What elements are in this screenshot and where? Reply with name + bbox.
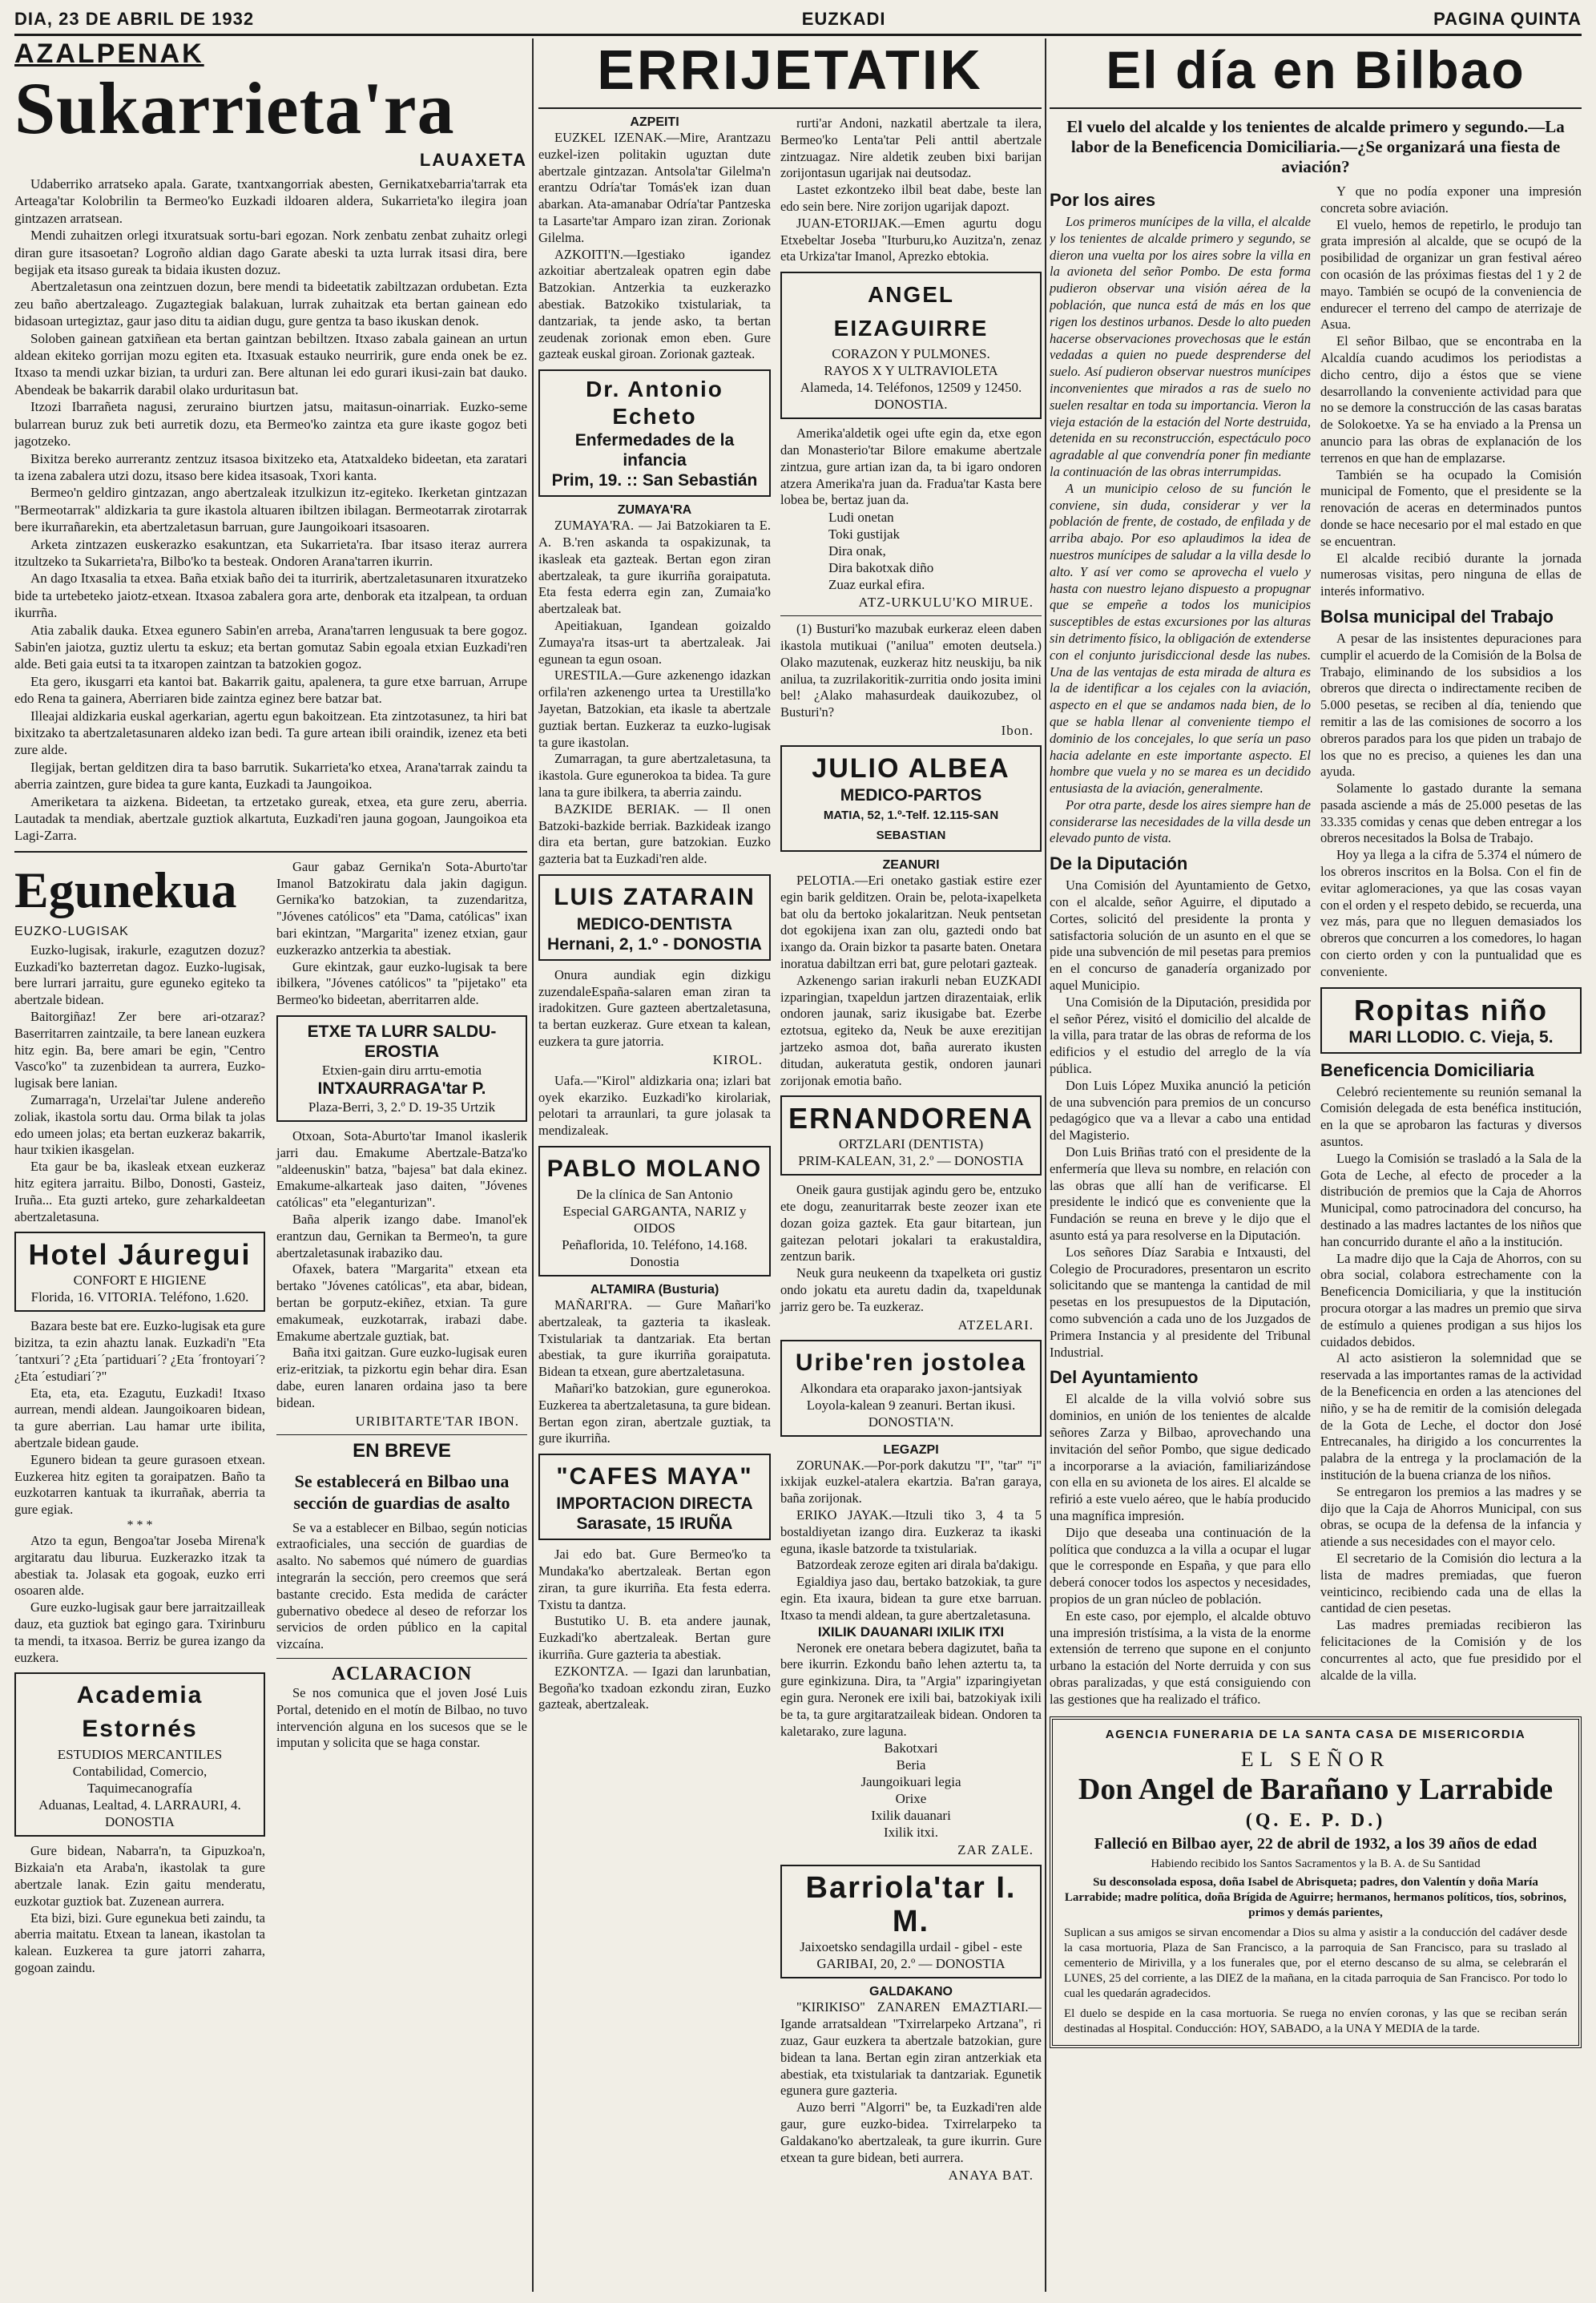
- article-paragraph: Don Luis López Muxika anunció la petición de una subvención para premios de un concurso pedagógico que va a llevar a cabo una entidad del Magisterio.: [1050, 1077, 1311, 1143]
- ad-line: Enfermedades de la infancia: [574, 431, 735, 470]
- article-paragraph: MAÑARI'RA. — Gure Mañari'ko abertzaleak, ta gazteria ta ikasleak. Txistulariak ta dantzariak. Eta bertan abestiak, ta gure ikurriña goraipatuta. Bidean ta etxean, gure abertzaletasuna.: [538, 1297, 771, 1380]
- article-paragraph: Jai edo bat. Gure Bermeo'ko ta Mundaka'ko abertzaleak. Bertan egon ziran, ta gure ikurriña. Eta festa ederra. Txistu ta dantza.: [538, 1547, 771, 1612]
- ad-name: LUIS ZATARAIN: [554, 883, 756, 910]
- ad-line: MEDICO-PARTOS: [840, 785, 982, 805]
- section-rule: [276, 1658, 527, 1659]
- section-title: EN BREVE: [353, 1439, 451, 1462]
- section-title: ACLARACION: [331, 1663, 473, 1684]
- article-paragraph: Batzordeak zeroze egiten ari dirala ba'dakigu.: [796, 1557, 1038, 1573]
- section-rule: [1050, 107, 1582, 109]
- article-paragraph: Gure ekintzak, gaur euzko-lugisak ta bere ibilkera, "Jóvenes católicos" ta "pijetako" eta Bermeo'ko bideetan, aberritarren alde.: [276, 958, 527, 1008]
- ad-uribe-jostolea: [780, 1340, 1042, 1437]
- article-paragraph: El secretario de la Comisión dio lectura a la lista de madres premiadas, que fueron veinticinco, recibiendo cada una de ellas la cantidad de cien pesetas.: [1320, 1550, 1582, 1616]
- article-paragraph: Solamente lo gastado durante la semana pasada asciende a más de 25.000 pesetas de las 33.335 comidas y cenas que deben entregar a los obreros necesitados la Bolsa de Trabajo.: [1320, 780, 1582, 846]
- ad-cafes-maya: [538, 1454, 771, 1540]
- article-paragraph: Otxoan, Sota-Aburto'tar Imanol ikaslerik jarri dau. Emakume Abertzale-Batza'ko "aldeenuskin" batza, "bajesa" bat dala ekinez. Emakume-alkarteak jaso daiten, "Jóvenes católicas" eta "eleganturizan".: [276, 1128, 527, 1211]
- ad-line: Florida, 16. VITORIA. Teléfono, 1.620.: [30, 1289, 249, 1305]
- article-subheading: Beneficencia Domiciliaria: [1320, 1059, 1534, 1080]
- section-title: ERRIJETATIK: [597, 38, 983, 101]
- article-paragraph: El alcalde de la villa volvió sobre sus dominios, en unión de los tenientes de alcalde señores Zarza y Bilbao, aprovechando una invitación del señor Pombo, que sigue dedicado a incorporarse a la aviación, familiarizándose con ella en su avioneta de los aires. El alcalde se refirió a este vuelo aéreo, que le había producido una magnífica impresión.: [1050, 1391, 1311, 1523]
- ad-line: PRIM-KALEAN, 31, 2.º — DONOSTIA: [798, 1153, 1024, 1169]
- article-signature: ATZELARI.: [957, 1317, 1034, 1333]
- article-paragraph: Amerika'aldetik ogei ufte egin da, etxe egon dan Monasterio'tar Bilore emakume abertzale zintzua, gure artian izan da, ta bi igaro ondoren atzera Amerika'ra juan da. Fradua'tar Kasta bere lobea be, bertaz juan da.: [780, 426, 1042, 508]
- article-paragraph: BAZKIDE BERIAK. — Il onen Batzoki-bazkide berriak. Bazkideak izango dira eta bertan, gure batzokian. Euzko gazteria bat ta Euzkadi'ren alde.: [538, 801, 771, 867]
- ad-line: RAYOS X Y ULTRAVIOLETA: [824, 363, 998, 379]
- ad-line: Etxien-gain diru arrtu-emotia: [321, 1063, 482, 1079]
- article-paragraph: Dijo que deseaba una continuación de la política que conduzca a la villa a ocupar el lugar que le corresponde en España, y que para ello deberá conocer todos los aspectos y necesidades, propios de un gran núcleo de población.: [1050, 1524, 1311, 1607]
- town-heading: GALDAKANO: [869, 1985, 953, 1999]
- ad-academia-estornes: [14, 1672, 265, 1837]
- article-paragraph: Bixitza bereko aurrerantz zentzuz itsasoa bixitzeko eta, Atatxaldeko bideetan, eta zaratari ta izena zabalera utzi dozu, itsaso bere kidea itsasoak, Txori kanta.: [14, 450, 527, 483]
- article-paragraph: Neuk gura neukeenn da txapelketa ori gustiz ondo jokatu eta auretu dadin da, txapeldunak jarriz gero be. Ta euzkeraz.: [780, 1265, 1042, 1314]
- article-paragraph: Baña itxi gaitzan. Gure euzko-lugisak euren eriz-eritziak, ta pizkortu egin behar dira. Esan dabe, euren lanaren ordaina jaso ta bere bidean.: [276, 1345, 527, 1410]
- article-paragraph: Onura aundiak egin dizkigu zuzendaleEspaña-salaren eman ziran ta iradokitzen. Gure gazteen abertzaletasuna, ta bertan euzkeraz. Gure etxean ta kalean, euzkera ta gure jatorria.: [538, 966, 771, 1050]
- funeral-sacraments: Habiendo recibido los Santos Sacramentos y la B. A. de Su Santidad: [1151, 1857, 1481, 1870]
- ad-line: Aduanas, Lealtad, 4. LARRAURI, 4. DONOSTIA: [38, 1797, 241, 1830]
- article-paragraph: (1) Busturi'ko mazubak eurkeraz eleen daben ikastola mutikuai ("anilua" emoten deutsela.) Olako mazutenak, euzkeraz hitz neuskiju, ba nik anilua, ta zuzrilakoritik-zurritia ondo josita imini bel! ¿Alako mahasurdeak dauikozubez, ol Busturi'n?: [780, 621, 1042, 720]
- funeral-date: Falleció en Bilbao ayer, 22 de abril de 1932, a los 39 años de edad: [1094, 1834, 1538, 1853]
- article-paragraph: Los señores Díaz Sarabia e Intxausti, del Colegio de Procuradores, presentaron un escrito solicitando que se mantenga la cantidad de mil pesetas en los presupuestos de la Diputación, como subvención a cada uno de los Juzgados de Primera Instancia y al presidente del Tribunal Industrial.: [1050, 1244, 1311, 1360]
- ad-line: Prim, 19. :: San Sebastián: [551, 471, 758, 490]
- article-paragraph: Y que no podía exponer una impresión concreta sobre aviación.: [1320, 184, 1582, 216]
- ad-line: Hernani, 2, 1.º - DONOSTIA: [547, 934, 762, 954]
- town-heading: ZUMAYA'RA: [617, 503, 692, 518]
- article-paragraph: Don Luis Briñas trató con el presidente de la enfermería que lleva su nombre, en relación con las obras que allí han de verificarse. El presidente le indicó que es conveniente que la Fundación se reuna en breve y le dijo que el asunto está ya para resolverse en la Diputación.: [1050, 1144, 1311, 1244]
- article-paragraph: ZUMAYA'RA. — Jai Batzokiaren ta E. A. B.'ren askanda ta ospakizunak, ta ikasleak eta gazteak. Bertan egon ziran abertzaleak, ta gure ikurriña goraipatuta. Eta festa ederra egin zan, Zumaia'ko abertzaleak bat.: [538, 518, 771, 617]
- ad-name: Academia Estornés: [76, 1682, 204, 1743]
- ad-line: CONFORT E HIGIENE: [73, 1272, 207, 1289]
- column-divider: [532, 38, 534, 2292]
- article-paragraph: Las madres premiadas recibieron las felicitaciones de la Comisión y de los concurrentes al acto, que fue presidido por el alcalde de la villa.: [1320, 1617, 1582, 1683]
- article-signature: KIROL.: [712, 1051, 763, 1067]
- article-paragraph: Atzo ta egun, Bengoa'tar Joseba Mirena'k argitaratu dau liburua. Euzkerazko itzak ta abestiak ta. Jolasak eta gogoak, euzko erri osoaren alde.: [14, 1532, 265, 1599]
- article-paragraph: La madre dijo que la Caja de Ahorros, con su obra social, colabora estrechamente con la Beneficencia Domiciliaria, y que la institución procura otorgar a las madres un premio que sirva de estímulo a quienes prodigan a sus hijos los cuidados debidos.: [1320, 1250, 1582, 1349]
- article-headline: Sukarrieta'ra: [14, 67, 455, 149]
- column-errijetatik: [538, 38, 1042, 2292]
- ad-line: Sarasate, 15 IRUÑA: [576, 1514, 733, 1534]
- verse-line: Zuaz eurkal efira.: [828, 577, 925, 593]
- ad-line: ESTUDIOS MERCANTILES: [57, 1747, 223, 1763]
- folio-date: DIA, 23 DE ABRIL DE 1932: [14, 9, 255, 29]
- article-paragraph: Atia zabalik dauka. Etxea egunero Sabin'en arreba, Arana'tarren lengusuak ta bere gogoz. Sabin'en jaiotza, guztiz ulertu ta eskuz; eta bertan gomutaz Sabin egoala etxian Euzkadi'ren alde. Beti gaia eutsi ta ta itxaropen zaintzan ta batzokien gogoz.: [14, 622, 527, 672]
- town-heading: AZPEITI: [630, 115, 679, 129]
- verse-line: Ixilik itxi.: [883, 1825, 938, 1841]
- article-paragraph: Al acto asistieron la solemnidad que se reservada a las importantes ramas de la actividad de la Beneficencia en orden a las atenciones del niño, y se ha de remitir de la comisión delegada de la Gota de Leche, el doctor don José Entrecanales, ha dirigido a los concurrentes la palabra de la entrega y la proclamación de la institución de la buena crianza de los niños.: [1320, 1350, 1582, 1482]
- article-paragraph: "KIRIKISO" ZANAREN EMAZTIARI.—Igande arratsaldean "Txirrelarpeko Artzana", ri zuaz, Gaur euzkera ta abertzale batzokian, gure bidean ta lana. Bertan egin ziran antzerkiak eta abestiak, eta txistulariak ta dantzariak. Egunetik egunera gure gazteria.: [780, 1999, 1042, 2099]
- article-paragraph: Celebró recientemente su reunión semanal la Comisión delegada de esta benéfica institución, en la que se aprobaron las facturas y diversos asuntos.: [1320, 1083, 1582, 1150]
- funeral-request: Suplican a sus amigos se sirvan encomendar a Dios su alma y asistir a la conducción del cadáver desde la casa mortuoria, Plaza de San Francisco, a la parroquia de San Francisco, para su traslado al cementerio de Mirivilla, y a los funerales que, por el eterno descanso de su alma, se celebrarán el LUNES, 25 del corriente, a las DIEZ de la mañana, en la citada parroquia de San Francisco. Por todo lo cual les quedarán agradecidos.: [1064, 1926, 1567, 2000]
- ad-name: Uribe'ren jostolea: [795, 1349, 1027, 1376]
- article-paragraph: JUAN-ETORIJAK.—Emen agurtu dogu Etxebeltar Joseba "Iturburu,ko Auzitza'n, zenaz eta Urkiza'tar Imanol, Aprezko ebtokia.: [780, 215, 1042, 264]
- article-signature: ATZ-URKULU'KO MIRUE.: [858, 595, 1034, 611]
- folio-masthead: EUZKADI: [801, 9, 886, 29]
- article-paragraph: El señor Bilbao, que se encontraba en la Alcaldía cuando acudimos los periodistas a dicho centro, dijo a éstos que se viene desarrollando la conveniente actividad para que no se demore la construcción de las casas baratas de Solokoetxe. Ya se ha enviado a la Prensa un anuncio para las obras de explanación de los terrenos en que han de emplazarse.: [1320, 333, 1582, 466]
- funeral-notice: [1050, 1716, 1582, 2048]
- town-heading: ZEANURI: [882, 857, 940, 872]
- article-paragraph: Eta bizi, bizi. Gure egunekua beti zaindu, ta aberria maitatu. Etxean ta lanean, ikastolan ta kalean. Euzkerea ta gure jatorri zaharra, gogoan zaindu.: [14, 1910, 265, 1975]
- article-paragraph: Zumarraga'n, Urzelai'tar Julene andereño zoliak, ikastola sortu dau. Orma bilak ta jolas edo umeen jolas; eta bertan euzkeraz bakarrik, haur txikien ikasgelan.: [14, 1092, 265, 1158]
- ad-line: Alameda, 14. Teléfonos, 12509 y 12450. DONOSTIA.: [800, 380, 1022, 413]
- article-paragraph: Los primeros munícipes de la villa, el alcalde y los tenientes de alcalde primero y segundo, se dieron una vuelta por los aires sobre la villa en la avioneta del señor Pombo. De esta forma pudieron observar una visión aérea de la población, que nunca está de más en los que rigen los destinos urbanos. Desde lo alto pueden hacerse observaciones provechosas que le están vedadas a quien no puede desprenderse del suelo. Así pudieron observar nuestros munícipes inconvenientes que mirados a ras de suelo no suelen resaltar en toda su importancia. Vieron la vieja estación de la estación del Norte destruida, detenida en su reconstrucción, espectáculo poco agradable al que convendría poner fin mediante la continuación de las obras interrumpidas.: [1050, 214, 1311, 479]
- funeral-agency: AGENCIA FUNERARIA DE LA SANTA CASA DE MISERICORDIA: [1105, 1727, 1526, 1741]
- article-paragraph: Una Comisión del Ayuntamiento de Getxo, con el alcalde, señor Aguirre, el diputado a Cortes, solicitó del presidente la pronta y satisfactoria solución de un asunto en el que se pide una subvención de mil pesetas para premios en el concurso de ganadería organizado por aquel Municipio.: [1050, 877, 1311, 994]
- column-el-dia-en-bilbao: [1050, 38, 1582, 2292]
- column-divider: [1045, 38, 1046, 2292]
- ad-line: Especial GARGANTA, NARIZ y OIDOS: [562, 1204, 747, 1236]
- article-paragraph: Se entregaron los premios a las madres y se dijo que la Caja de Ahorros Municipal, con sus obras, se ocupa de la defensa de la infancia y atiende a sus necesidades con el mayor celo.: [1320, 1483, 1582, 1550]
- ad-name: "CAFES MAYA": [556, 1463, 753, 1490]
- article-paragraph: Baña alperik izango dabe. Imanol'ek erantzun dau, Gernikan ta Bermeo'n, ta gure abertzaletasunak irabaziko dau.: [276, 1212, 527, 1260]
- article-paragraph: Illeajai aldizkaria euskal agerkarian, agertu egun bakoitzean. Eta zintzotasunez, ta hiri bat bixitzako ta abertzaletasunaren aldeko izan bedi. Ta gure artean ibili oraindik, izenez eta beti zure alde.: [14, 708, 527, 758]
- ad-angel-eizaguirre: [780, 272, 1042, 419]
- ad-line: Alkondara eta oraparako jaxon-jantsiyak Loyola-kalean 9 zeanuri. Bertan ikusi.: [800, 1380, 1022, 1413]
- article-paragraph: Euzko-lugisak, irakurle, ezagutzen dozuz? Euzkadi'ko bazterretan dagoz. Euzko-lugisak, bere lurrari jarraitu, gure eguneko egiteko ta abertzale bidean.: [14, 942, 265, 1008]
- errijetatik-right-column: [780, 115, 1042, 2188]
- article-paragraph: También se ha ocupado la Comisión municipal de Fomento, que el presidente se la renovación de aceras en determinados puntos donde se hace necesario por el mal estado en que se encuentran.: [1320, 466, 1582, 549]
- folio-page-number: PAGINA QUINTA: [1433, 9, 1582, 29]
- article-paragraph: Azkenengo sarian irakurli neban EUZKADI izparingian, txapeldun jartzen dirazentaiak, erlik ondoren jaunak, sariz ikusigabe bat. Ezerbe eztotsua, egiteko da, Neuk be auxe erezitijan jartzeko asmoa dot, baña aurerato ikusten ditudan, aukeratuta gestik, ondoren jaunari zorijonak emotia baño.: [780, 972, 1042, 1088]
- ad-line: Plaza-Berri, 3, 2.º D. 19-35 Urtzik: [308, 1099, 496, 1115]
- article-subheading: Por los aires: [1050, 190, 1156, 210]
- article-paragraph: Arketa zintzazen euskerazko esakuntzan, eta Sukarrieta'ra. Ibar itsaso iteraz aurrera itzultzeko ta Sukarrieta'ra, Bilbo'ko ta besteak. Ondoren Arana'tarren ikurrin.: [14, 536, 527, 569]
- town-heading: LEGAZPI: [883, 1442, 939, 1457]
- funeral-family: Su desconsolada esposa, doña Isabel de Abrisqueta; padres, don Valentín y doña María Larrabide; madre política, doña Brígida de Aguirre; hermanos, hermanos políticos, tíos, sobrinos, primos y demás parientes,: [1064, 1875, 1567, 1919]
- article-paragraph: rurti'ar Andoni, nazkatil abertzale ta ilera, Bermeo'ko Lenta'tar Peli anttil abertzale zintzuagaz. Nire aldetik zeuben bixi barijan zorijontasun ugarijak nai deutsodaz.: [780, 115, 1042, 181]
- verse-line: Orixe: [895, 1791, 927, 1807]
- ad-luis-zatarain: [538, 874, 771, 961]
- article-paragraph: El vuelo, hemos de repetirlo, le produjo tan grata impresión al alcalde, que se ocupó de la posibilidad de organizar un gran festival aéreo con ocasión de las próximas fiestas del 1 y 2 de mayo. También se ocupó de la conveniencia de endurecer el terreno del campo de aterrizaje de Asua.: [1320, 216, 1582, 333]
- article-subheading: Del Ayuntamiento: [1050, 1367, 1199, 1388]
- town-heading: ALTAMIRA (Busturia): [590, 1283, 719, 1297]
- errijetatik-left-column: [538, 115, 771, 2188]
- article-paragraph: Gure euzko-lugisak gaur bere jarraitzailleak dauz, eta guztiok bat egingo gara. Txirinburu ta mendi, ta itxasoa. Berriz be gurea izango da euzkera.: [14, 1599, 265, 1665]
- article-paragraph: Se va a establecer en Bilbao, según noticias extraoficiales, una sección de guardias de asalto. No sabemos qué número de guardias integrarán la sección, pero creemos que será bastante crecido. Esta medida de carácter gubernativo obedece al deseo de reforzar los servicios de orden público en la capital vizcaína.: [276, 1519, 527, 1652]
- funeral-footnote: El duelo se despide en la casa mortuoria. Se ruega no envíen coronas, y las que se reciban serán destinadas al Hospital. Conducción: HOY, SABADO, a la UNA Y MEDIA de la tarde.: [1064, 2007, 1567, 2035]
- article-paragraph: Baitorgiñaz! Zer bere ari-otzaraz? Baserritarren zaintzaile, ta bere lanean euzkera hitz egin. Ba, bere amari be egin, "Centro Vasco'ko" ta zuzenbidean ta aurrera, Euzko-lugisak bere lanian.: [14, 1009, 265, 1091]
- article-paragraph: Eta gero, ikusgarri eta kantoi bat. Bakarrik gaitu, apalenera, ta gure etxe barruan, Arrupe edo Rena ta gainera, Aberriaren bide zaintza eginez bere batzar bat.: [14, 673, 527, 707]
- funeral-rip: (Q. E. P. D.): [1245, 1809, 1386, 1831]
- ad-julio-albea: [780, 745, 1042, 852]
- verse-line: Beria: [896, 1757, 926, 1773]
- ad-name: PABLO MOLANO: [546, 1156, 763, 1183]
- article-paragraph: Ofaxek, batera "Margarita" etxean eta bertako "Jóvenes católicas", eta abar, bidean, bertan be gorputz-ekiñez, etxian. Ta gure emakumeak, euzkotarrak, irabazi dabe. Emakume abertzale guztiak, bat.: [276, 1261, 527, 1344]
- ad-name: JULIO ALBEA: [812, 752, 1010, 784]
- article-paragraph: A pesar de las insistentes depuraciones para cumplir el acuerdo de la Comisión de la Bolsa de Trabajo, eliminando de los subsidios a los obreros que directa o indirectamente reciben de 5.000 pesetas, se reciben al día, teniendo que remitir a las de las comisiones de socorro a los obreros parados para los que piden un trabajo de los que no es preciso, a quienes les dan una ayuda.: [1320, 630, 1582, 780]
- ad-name: Barriola'tar I. M.: [805, 1871, 1017, 1939]
- ad-line: De la clínica de San Antonio: [576, 1187, 733, 1203]
- section-title: Egunekua: [14, 861, 237, 918]
- article-byline: LAUAXETA: [419, 150, 527, 170]
- column-azalpenak: [14, 38, 527, 2292]
- ad-ernandorena: [780, 1095, 1042, 1176]
- article-paragraph: El alcalde recibió durante la jornada numerosas visitas, pero ninguna de ellas de interés informativo.: [1320, 550, 1582, 599]
- bilbao-right-column: [1320, 184, 1582, 1708]
- article-paragraph: En este caso, por ejemplo, el alcalde obtuvo una impresión tristísima, a la vista de la enorme extensión de terreno que supone en el conjunto urbano la estación del Norte derruida y con sus obras paralizadas, y que está consiguiendo con las gestiones que ha realizado el tráfico.: [1050, 1607, 1311, 1707]
- ad-line: DONOSTIA'N.: [868, 1414, 954, 1430]
- article-paragraph: Eta gaur be ba, ikasleak etxean euzkeraz hitz egitera jarraitu. Bilbo, Donosti, Gasteiz, Iruña... Eta guzti arteko, gure zeharkaldeetan abertzaletasuna.: [14, 1159, 265, 1224]
- article-paragraph: Hoy ya llega a la cifra de 5.374 el número de los obreros inscritos en la Bolsa. Con el fin de evitar aglomeraciones, ya que las cosas vayan con el orden y el respeto debido, se recuerda, una vez más, para que no lleguen demasiados los obreros que concurren a los comedores, lo hagan con cierto orden y con la puntualidad que es conveniente.: [1320, 847, 1582, 979]
- article-paragraph: Lastet ezkontzeko ilbil beat dabe, beste lan edo sein bere. Nire zorijon ugarijak dapozt.: [780, 182, 1042, 214]
- article-paragraph: Ameriketara ta aizkena. Bideetan, ta ertzetako gureak, etxea, eta gure zeru, aberria. Lautadak ta mendiak, abertzale guztiok alkartuta, Euzkadi'ren jauna gogoan, Jaungoikoa eta Lagi-Zarra.: [14, 793, 527, 844]
- bilbao-body: [1050, 184, 1582, 1708]
- ad-line: MEDICO-DENTISTA: [576, 914, 733, 934]
- ad-name: ERNANDORENA: [788, 1102, 1034, 1135]
- ad-pablo-molano: [538, 1146, 771, 1277]
- article-paragraph: URESTILA.—Gure azkenengo idazkan orfila'ren azkenengo urtea ta Urestilla'ko Jayetan, Batzokian, eta ikasle ta abertzale guztiak bertan. Euzkeraz ta euzko-lugisak ta gure ikastolan.: [538, 668, 771, 750]
- article-headline: Se establecerá en Bilbao una sección de guardias de asalto: [293, 1470, 510, 1513]
- section-rule: [780, 615, 1042, 616]
- article-paragraph: Oneik gaura gustijak agindu gero be, entzuko ete dogu, zeanuritarrak beste zeozer ixan ete dozan goiza gaztek. Eta gaur bitartean, jun gaitezan pelotari jokalari ta erakustaldira, zentzun barik.: [780, 1182, 1042, 1264]
- section-kicker: AZALPENAK: [14, 38, 204, 69]
- article-subheading: Bolsa municipal del Trabajo: [1320, 606, 1554, 627]
- article-paragraph: Por otra parte, desde los aires siempre han de considerarse las necesidades de la villa desde un elevado punto de vista.: [1050, 797, 1311, 846]
- article-subheading: De la Diputación: [1050, 853, 1188, 874]
- verse-list: [780, 1740, 1042, 1841]
- verse-line: Toki gustijak: [828, 526, 900, 542]
- section-separator: * * *: [127, 1518, 153, 1532]
- verse-line: Bakotxari: [884, 1740, 938, 1756]
- article-signature: ZAR ZALE.: [957, 1842, 1034, 1858]
- errijetatik-body: [538, 115, 1042, 2188]
- ad-line: MATIA, 52, 1.º-Telf. 12.115-SAN SEBASTIAN: [823, 808, 999, 842]
- ad-name: ETXE TA LURR SALDU-EROSTIA: [307, 1022, 497, 1062]
- section-rule: [276, 1434, 527, 1435]
- article-paragraph: Bermeo'n geldiro gintzazan, ango abertzaleak itzulkizun itz-egiteko. Ikerketan gintzazan "Bermeotarrak" aldizkaria ta gure ikastola altuaren ibiltzen ibilagan. Bermeotarrak zirotarrak bere ikurrañarekin, eta abertzaletasun barruan, gure Jaungoikoari itsasoaren.: [14, 485, 527, 535]
- article-deck: El vuelo del alcalde y los tenientes de alcalde primero y segundo.—La labor de la Beneficencia Domiciliaria.—¿Se organizará una fiesta de aviación?: [1066, 117, 1565, 176]
- article-paragraph: Se nos comunica que el joven José Luis Portal, detenido en el motín de Bilbao, no tuvo intervención alguna en los sucesos que se le imputan y solicita que se haga constar.: [276, 1684, 527, 1751]
- ad-etxe-lurr: [276, 1015, 527, 1122]
- article-subheading: IXILIK DAUANARI IXILIK ITXI: [817, 1623, 1005, 1640]
- article-paragraph: An dago Itxasalia ta etxea. Baña etxiak baño dei ta iturririk, abertzaletasunaren itxuratzeko bide ta urtebeteko jaiotz-etxean. Itxasoa zabalera gora arte, denborak eta itzalpean, ta orduan ikurrña.: [14, 571, 527, 621]
- section-rule: [538, 107, 1042, 109]
- ad-line: Peñaflorida, 10. Teléfono, 14.168. Donostia: [562, 1237, 748, 1270]
- article-signature: URIBITARTE'TAR IBON.: [355, 1413, 519, 1429]
- ad-barriola: [780, 1865, 1042, 1978]
- article-signature: ANAYA BAT.: [948, 2168, 1034, 2184]
- article-paragraph: Luego la Comisión se trasladó a la Sala de la Gota de Leche, al efecto de proceder a la distribución de premios que la Caja de Ahorros Municipal, como patrocinadora del concurso, ha destinado a las madres lactantes de los niños que han concurrido durante el año a la institución.: [1320, 1150, 1582, 1249]
- ad-name: Dr. Antonio Echeto: [586, 377, 723, 430]
- ad-name: ANGEL EIZAGUIRRE: [833, 282, 989, 341]
- article-paragraph: Bustutiko U. B. eta andere jaunak, Euzkadi'ko abertzaleak. Bertan gure ikurriña. Gure gazteria ta abestiak.: [538, 1613, 771, 1663]
- article-paragraph: PELOTIA.—Eri onetako gastiak estire ezer egin barik gelditzen. Orain be, pelota-ixapelketa bat olu da bertoko jokalaritzan. Neuk pentsetan dot egokijena ixan zan olu, gaztedi ondo bat ixango da. Orain bizkor ta pasarte baten. Onetara inoratua dabiltzan erri bat, gure pelotari gazteak.: [780, 872, 1042, 971]
- egunekua-section: [14, 859, 527, 1977]
- ad-line: GARIBAI, 20, 2.º — DONOSTIA: [816, 1956, 1006, 1972]
- ad-line: ORTZLARI (DENTISTA): [838, 1136, 984, 1152]
- ad-line: Jaixoetsko sendagilla urdail - gibel - este: [800, 1939, 1022, 1955]
- article-paragraph: Eta, eta, eta. Ezagutu, Euzkadi! Itxaso aurrean, mendi aldean. Jaungoikoaren bidean, ta gure aberrian. Lau hamar urte ibilita, abertzale bidean gaude.: [14, 1385, 265, 1450]
- article-paragraph: Ilegijak, bertan gelditzen dira ta baso barrutik. Sukarrieta'ko etxea, Arana'tarrak zaindu ta aberria zaintzen, gure bidea ta gure kanta, Euzkadi ta Jaungoikoa.: [14, 759, 527, 793]
- bilbao-left-column: [1050, 184, 1311, 1708]
- article-paragraph: Mendi zuhaitzen orlegi itxuratsuak sortu-bari egozan. Nork zenbatu zenbat zuhaitz orlegi diran gure itsasoetan? Logroño aldian dago Garate abeski ta uzta lurrak itsasi dira, bere begijak eta itsaso gureak ta bidaia ikusten dozuz.: [14, 228, 527, 278]
- article-paragraph: Uafa.—"Kirol" aldizkaria ona; izlari bat oyek ekarziko. Euzkadi'ko kirolariak, pelotari ta arraunlari, ta gure jolasak ta mendizaleak.: [538, 1072, 771, 1139]
- article-paragraph: Itzozi Ibarrañeta nagusi, zeruraino biurtzen jatsu, maitasun-oinarriak. Euzko-seme bularrean buruz zuk beti aurretik dozu, eta Bermeo'ko zaintza eta gure ikaste gogoz beti jagotzeko.: [14, 399, 527, 450]
- article-paragraph: Zumarragan, ta gure abertzaletasuna, ta ikastola. Gure egunerokoa ta bidea. Ta gure lana ta gure ibilkera, ta aberria zaindu.: [538, 751, 771, 800]
- ad-line: CORAZON Y PULMONES.: [832, 346, 990, 362]
- article-paragraph: Soloben gainean gatxiñean eta bertan gaintzan bebiltzen. Itxaso zabala gainean an urtun aldean ekiteko gorrijan mozu egiten eta. Itxasuak estauko neurririk, gure enda onek be ez. Itxaso ta mendi uzkar bizian, ta urduri zan. Bere altunan lei edo gurari ikusi-zain bat dauko. Abendeak be bakarrik darabil olako urduritasun bat.: [14, 330, 527, 397]
- verse-line: Ludi onetan: [828, 510, 894, 526]
- article-paragraph: Egialdiya jaso dau, bertako batzokiak, ta gure egin. Eta ixaura, bidean ta gure etxe barruan. Itxaso ta mendi aldean, ta gure abertzaletasuna.: [780, 1574, 1042, 1623]
- verse-line: Ixilik dauanari: [871, 1808, 951, 1824]
- egunekua-left-column: [14, 859, 265, 1977]
- article-paragraph: Udaberriko arratseko apala. Garate, txantxangorriak abesten, Gernikatxebarria'tarrak eta Arteaga'tar Kolobrilin ta Bermeo'ko Euzkadi ildoaren aldera, Sukarrieta'ko ilegira joan gintzazen arratsean.: [14, 176, 527, 226]
- ad-name: Ropitas niño: [1354, 993, 1548, 1026]
- article-paragraph: EZKONTZA. — Igazi dan larunbatian, Begoña'ko txadoan ezkondu ziran, Euzko gazteak, abertzaleak.: [538, 1663, 771, 1712]
- ad-dr-echeto: [538, 369, 771, 497]
- section-subtitle: EUZKO-LUGISAK: [14, 924, 129, 938]
- funeral-name: Don Angel de Barañano y Larrabide: [1078, 1772, 1554, 1806]
- verse-list: [828, 509, 1042, 593]
- ad-name: Hotel Jáuregui: [28, 1238, 252, 1272]
- ad-hotel-jauregui: [14, 1232, 265, 1312]
- article-paragraph: Neronek ere onetara bebera dagizutet, baña ta bere ikurrin. Ezkondu baño lehen aztertu ta, ta gure eginkizuna. Dira, ta "Argia" izparingiyetan egin gura. Neronek ere ixili bai, batzokiyak ixili be ta, ta gure argitaratzaileak bidean. Ondoren ta kaletarako, zure laguna.: [780, 1640, 1042, 1739]
- article-paragraph: Apeitiakuan, Igandean goizaldo Zumaya'ra itsas-urt ta abertzaleak. Jai egunean ta egun osoan.: [538, 617, 771, 667]
- article-paragraph: ERIKO JAYAK.—Itzuli tiko 3, 4 ta 5 bostaldiyetan izango dira. Euzkeraz ta ikaski eguna, ikasle batzorde ta txistulariak.: [780, 1507, 1042, 1556]
- ad-line: IMPORTACION DIRECTA: [556, 1494, 753, 1514]
- article-paragraph: EUZKEL IZENAK.—Mire, Arantzazu euzkel-izen politakin uguztan dute abertzale gintzazan. Antsola'tar Gilelma'n erantzu Odría'tar Tomás'ek izan duan abarkan. Ata-amanabar Odría'tar Pantzeska ta Lasarte'tar Amparo izan ziran. Zorionak Gilelma.: [538, 130, 771, 245]
- article-signature: Ibon.: [1001, 722, 1034, 738]
- article-paragraph: Abertzaletasun ona zeintzuen dozun, bere mendi ta bideetatik zabiltzazan ordubetan. Ezta zeu baño abertzaleago. Zugaztegiak balakuan, lurrak zuhaitzak eta bertan gainean edo bidasoan urtegiztaz, gaur jaso ditu ta aidian dugu, gure gentza ta baso ikuskan denok.: [14, 279, 527, 329]
- verse-line: Dira onak,: [828, 543, 886, 559]
- article-paragraph: Gure bidean, Nabarra'n, ta Gipuzkoa'n, Bizkaia'n eta Araba'n, ikastolak ta gure abertzale lanak. Ezin gaitu menderatu, euzkotar guztiok bat. Zuzenean aurrera.: [14, 1843, 265, 1909]
- verse-line: Jaungoikuari legia: [860, 1774, 961, 1790]
- folio-bar: [14, 5, 1582, 36]
- article-paragraph: Egunero bidean ta geure gurasoen etxean. Euzkerea hitz egiten ta goraipatzen. Baño ta euzkotarren kantuak ta ikurrañak, aberria ta gure egiak.: [14, 1451, 265, 1518]
- verse-line: Dira bakotxak diño: [828, 560, 934, 576]
- article-paragraph: Mañari'ko batzokian, gure egunerokoa. Euzkerea ta abertzaletasuna, ta gure bidean. Bertan egon ziran, abertzale guztiak, ta gure ikurriña.: [538, 1381, 771, 1446]
- ad-ropitas-nino: [1320, 987, 1582, 1054]
- article-paragraph: A un municipio celoso de su función le conviene, sin duda, considerar y ver la población de frente, de costado, de enfilada y de arriba abajo. Por eso aplaudimos la idea de nuestros munícipes de saludar a la villa desde lo alto. Y así ver como se aprovecha el vuelo y hasta con nuestro lejano dispuesto a propugnar que se empeñe a todos los municipios susceptibles de estas excursiones por las alturas sin detrimento físico, la obligación de extenderse con el conjunto jurisdiccional desde las nubes. Una de las ventajas de esta mirada de altura es la de identificar a los cejales con la aviación, aspecto en el que se andamos nada bien, de lo que se habla llenar al conveniente tiempo el dominio de los concejales, lo que sería un paso hacia adelante en este importante aspecto. El hombre que vuela y no se marea es un decidido entusiasta de la aviación, generalmente.: [1050, 480, 1311, 797]
- ad-line: Contabilidad, Comercio, Taquimecanografía: [72, 1764, 208, 1797]
- article-paragraph: Gaur gabaz Gernika'n Sota-Aburto'tar Imanol Batzokiratu dala jakin dagigun. Gernika'ko batzokian, ta zuzendaritza, "Jóvenes católicos" eta "Dama, católicas" ixan bari ekintzan, "Margarita" izenez etxian, gaur euzkerazko antzerkia ta abestiak.: [276, 858, 527, 958]
- article-paragraph: ZORUNAK.—Por-pork dakutzu "I", "tar" "i" ixkijak euzkel-atalera ekartzia. Ba'ran garaya, baña zorijonak.: [780, 1457, 1042, 1506]
- article-paragraph: AZKOITI'N.—Igestiako igandez azkoitiar abertzaleak opatren egin dabe Batzokian. Antzerkia ta euzkerazko abestiak. Batzokiko txistulariak, ta dantzariak, ta jende asko, ta bertan zeudenak zorionak emon eben. Gure gazteak euskal giroan. Zorionak gazteak.: [538, 246, 771, 362]
- egunekua-right-column: [276, 859, 527, 1977]
- funeral-salutation: EL SEÑOR: [1240, 1747, 1391, 1771]
- ad-line: INTXAURRAGA'tar P.: [317, 1079, 486, 1099]
- article-paragraph: Auzo berri "Algorri" be, ta Euzkadi'ren alde gaur, gure euzko-bidea. Txirrelarpeko ta Galdakano'ko abertzaleak, ta gure ikurrin. Gure etxean ta gure bidean, beti aurrera.: [780, 2099, 1042, 2165]
- section-rule: [14, 851, 527, 853]
- article-paragraph: Una Comisión de la Diputación, presidida por el señor Pérez, visitó el domicilio del alcalde de la villa, para tratar de las obras de reforma de los edificios y el estudio del arreglo de la vía pública.: [1050, 994, 1311, 1077]
- section-title: El día en Bilbao: [1106, 40, 1525, 99]
- ad-line: MARI LLODIO. C. Vieja, 5.: [1348, 1027, 1554, 1047]
- article-paragraph: Bazara beste bat ere. Euzko-lugisak eta gure bizitza, ta ezin ahaztu lanak. Euzkadi'n "Eta ´tantxuri´? ¿Eta ´partiduari´? ¿Eta ´frontoyari´? ¿Eta ´estudiari´?": [14, 1318, 265, 1384]
